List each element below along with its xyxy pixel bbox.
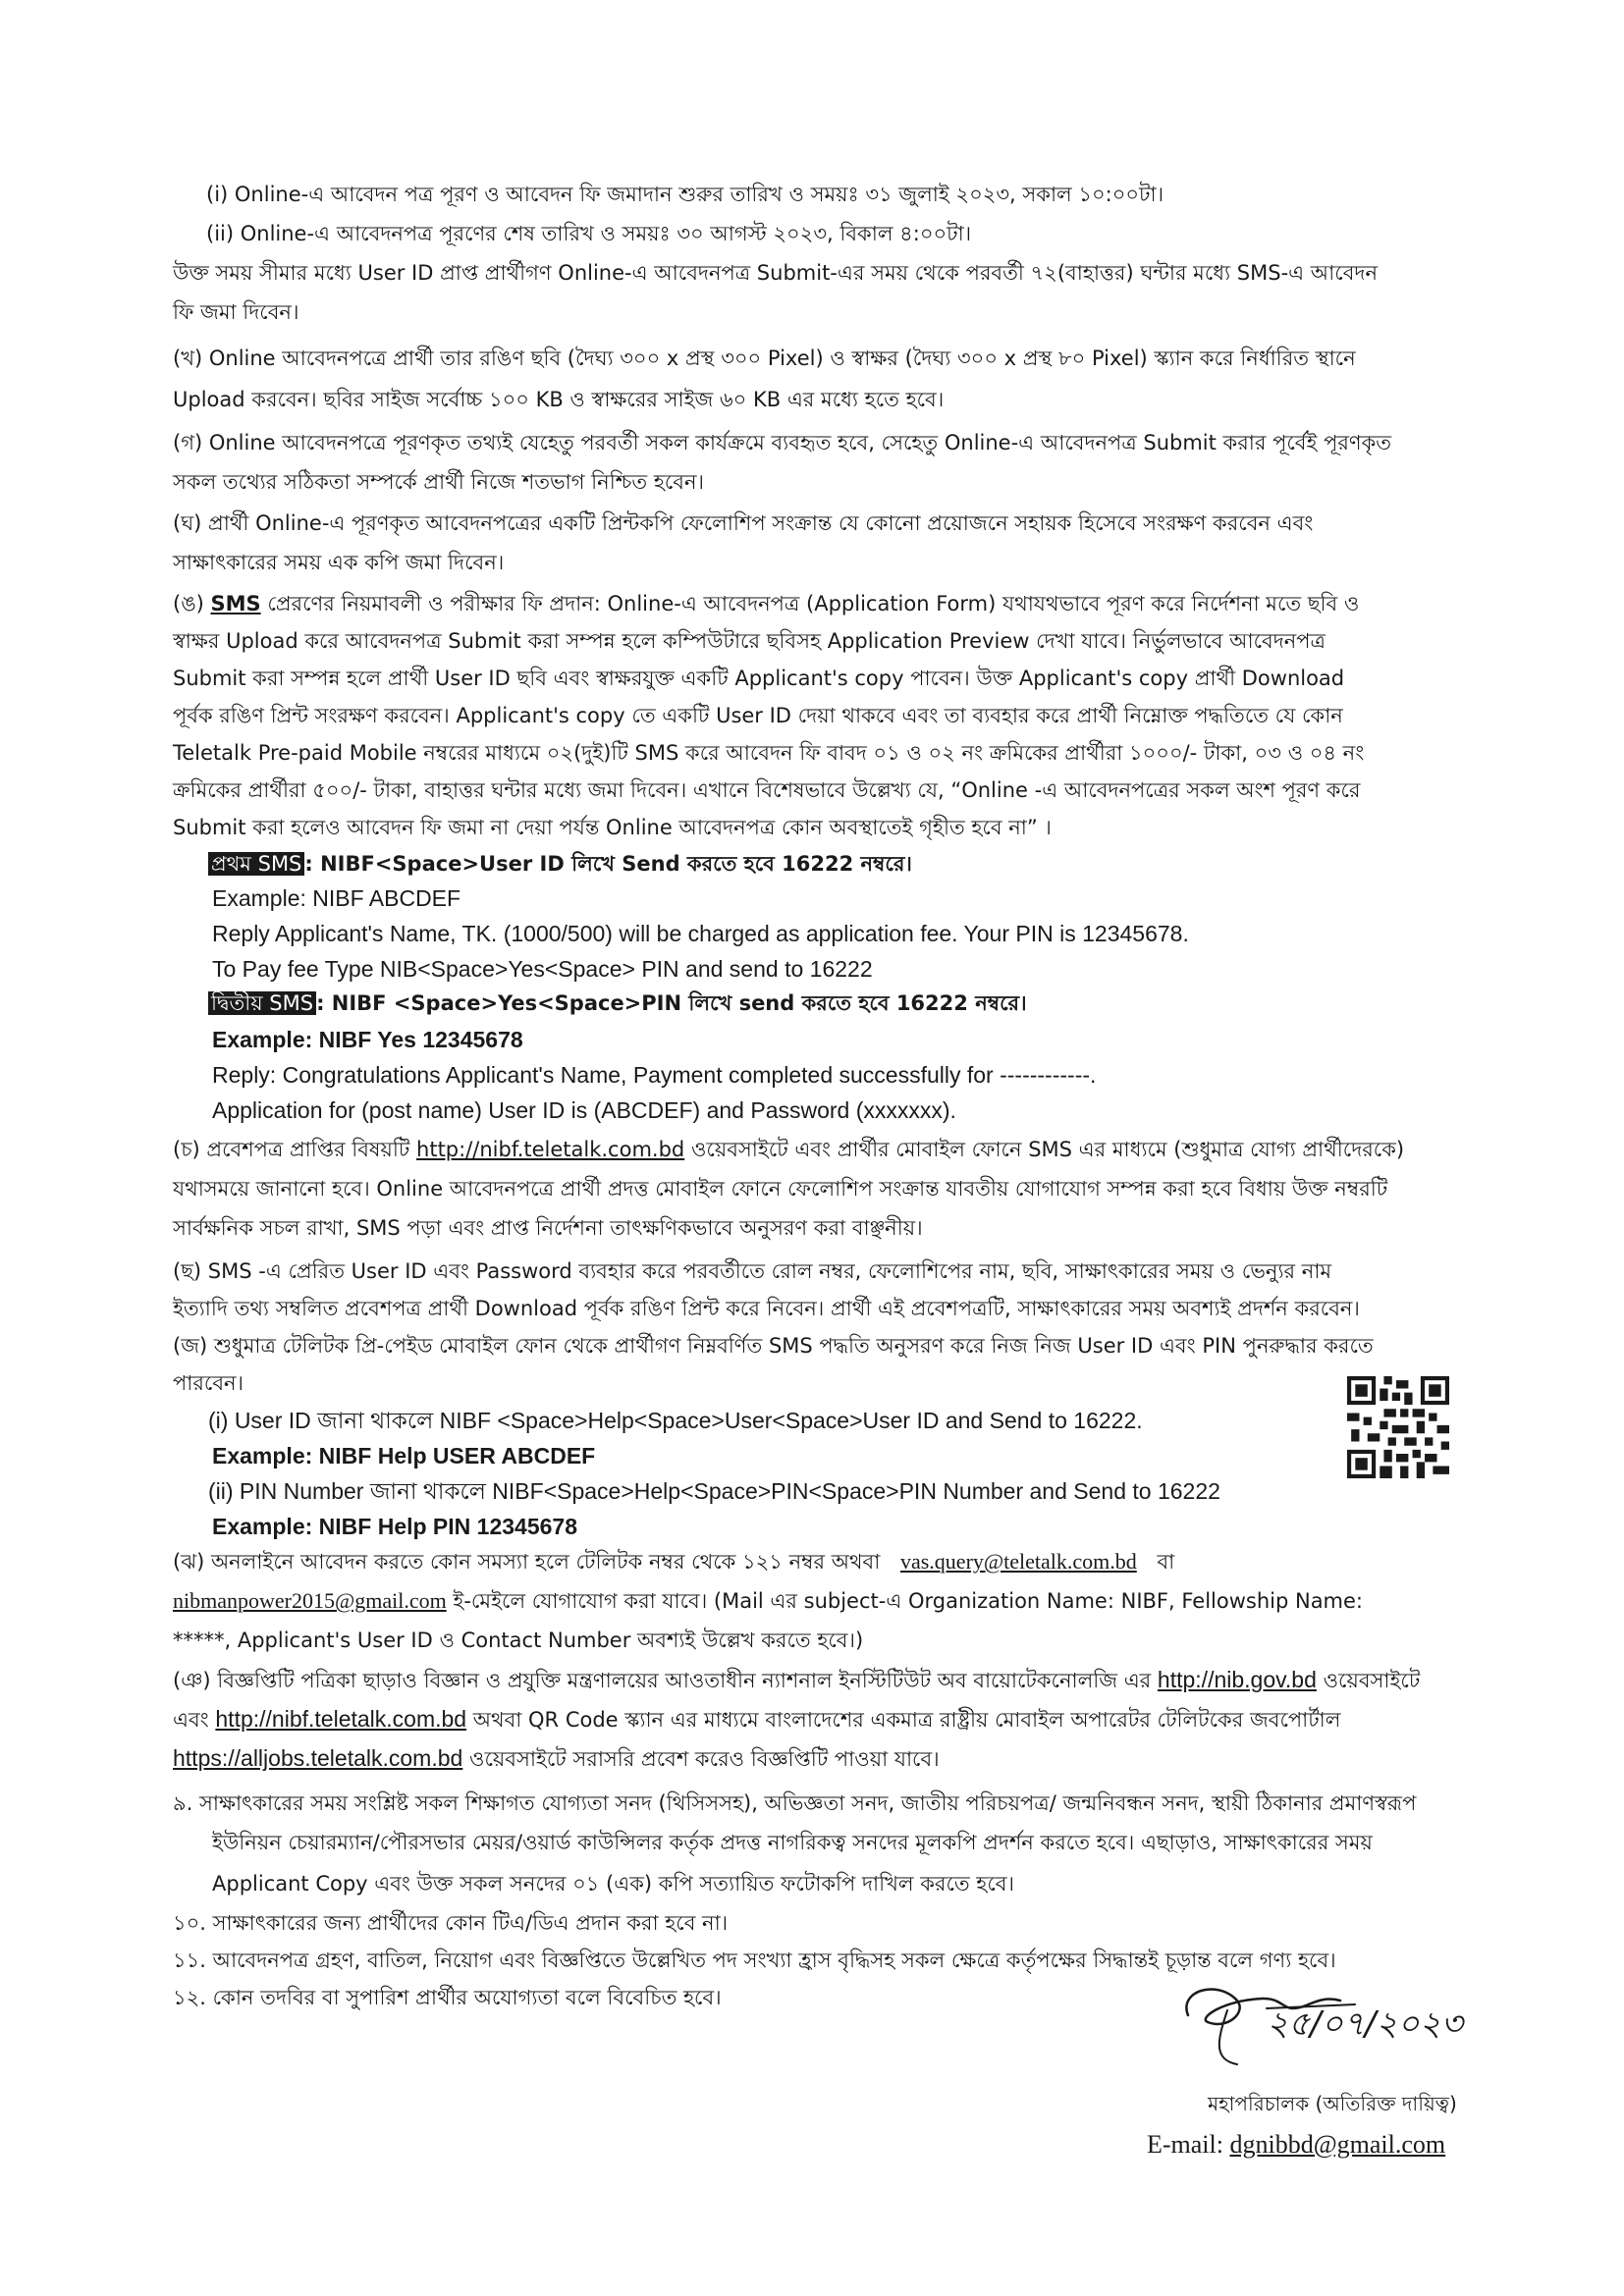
clause-10-line: ১০. সাক্ষাৎকারের জন্য প্রার্থীদের কোন টিএ/ডিএ প্রদান করা হবে না।	[173, 1911, 729, 1935]
second-sms-line	[208, 988, 1027, 1018]
apply-end-line: (ii) Online-এ আবেদনপত্র পূরণের শেষ তারিখ ও সময়ঃ ৩০ আগস্ট ২০২৩, বিকাল ৪:০০টা।	[206, 222, 972, 245]
email-line	[1147, 2130, 1445, 2160]
paragraph-line: (গ) Online আবেদনপত্রে পূরণকৃত তথ্যই যেহেতু পরবর্তী সকল কার্যক্রমে ব্যবহৃত হবে, সেহেতু Online-এ আবেদনপত্র Submit করার পূর্বেই পূরণকৃত	[173, 431, 1392, 454]
paragraph-line: সাক্ষাৎকারের সময় এক কপি জমা দিবেন।	[173, 551, 505, 574]
clause-9-line: Applicant Copy এবং উক্ত সকল সনদের ০১ (এক) কপি সত্যায়িত ফটোকপি দাখিল করতে হবে।	[212, 1872, 1014, 1896]
qr-code-icon[interactable]	[1347, 1376, 1449, 1478]
vas-email-link[interactable]: vas.query@teletalk.com.bd	[899, 1549, 1137, 1574]
first-sms-format: : NIBF<Space>User ID লিখে Send করতে হবে 16222 নম্বরে।	[304, 852, 912, 876]
paragraph-line: (ঘ) প্রার্থী Online-এ পূরণকৃত আবেদনপত্রের একটি প্রিন্টকপি ফেলোশিপ সংক্রান্ত যে কোনো প্রয়োজনে সহায়ক হিসেবে সংরক্ষণ করবেন এবং	[173, 511, 1314, 535]
nib-email-link[interactable]: nibmanpower2015@gmail.com	[173, 1588, 447, 1613]
signature-date: ২৫/০৭/২০২৩	[1267, 2004, 1463, 2044]
sms-rules-text: প্রেরণের নিয়মাবলী ও পরীক্ষার ফি প্রদান: Online-এ আবেদনপত্র (Application Form) যথাযথভাবে পূরণ করে নির্দেশনা মতে ছবি ও	[267, 592, 1360, 615]
apply-start-line: (i) Online-এ আবেদন পত্র পূরণ ও আবেদন ফি জমাদান শুরুর তারিখ ও সময়ঃ ৩১ জুলাই ২০২৩, সকাল ১০:০০টা।	[206, 183, 1164, 206]
paragraph-line: ইত্যাদি তথ্য সম্বলিত প্রবেশপত্র প্রার্থী Download পূর্বক রঙিণ প্রিন্ট করে নিবেন। প্রার্থী এই প্রবেশপত্রটি, সাক্ষাৎকারের সময় অবশ্যই প্রদর্শন করবেন।	[173, 1297, 1360, 1320]
section-marker: (ঙ)	[173, 592, 204, 615]
paragraph-line: ক্রমিকের প্রার্থীরা ৫০০/- টাকা, বাহাত্তর ঘন্টার মধ্যে জমা দিবেন। এখানে বিশেষভাবে উল্লেখ্য যে, “Online -এ আবেদনপত্রের সকল অংশ পূরণ করে	[173, 778, 1361, 802]
paragraph-line: *****, Applicant's User ID ও Contact Number অবশ্যই উল্লেখ করতে হবে।)	[173, 1629, 864, 1652]
nibf-site-link[interactable]: http://nibf.teletalk.com.bd	[215, 1706, 467, 1732]
and-word: এবং	[173, 1708, 209, 1732]
paragraph-line: Submit করা হলেও আবেদন ফি জমা না দেয়া পর্যন্ত Online আবেদনপত্র কোন অবস্থাতেই গৃহীত হবে না” ।	[173, 816, 1052, 839]
example-line: Example: NIBF Help PIN 12345678	[212, 1514, 577, 1539]
pin-recovery-line: (ii) PIN Number জানা থাকলে NIBF<Space>Help<Space>PIN<Space>PIN Number and Send to 16222	[208, 1478, 1220, 1504]
sms-rules-line	[173, 589, 1359, 618]
designation: মহাপরিচালক (অতিরিক্ত দায়িত্ব)	[1208, 2092, 1457, 2115]
paragraph-line: Submit করা সম্পন্ন হলে প্রার্থী User ID ছবি এবং স্বাক্ষরযুক্ত একটি Applicant's copy পাবেন। উক্ত Applicant's copy প্রার্থী Download	[173, 667, 1345, 690]
circular-line	[173, 1665, 1420, 1695]
user-id-recovery-line: (i) User ID জানা থাকলে NIBF <Space>Help<Space>User<Space>User ID and Send to 16222.	[208, 1408, 1143, 1433]
circular-line	[173, 1704, 1340, 1735]
direct-access-text: ওয়েবসাইটে সরাসরি প্রবেশ করেও বিজ্ঞপ্তিটি পাওয়া যাবে।	[469, 1747, 940, 1771]
qr-text: অথবা QR Code স্ক্যান এর মাধ্যমে বাংলাদেশের একমাত্র রাষ্ট্রীয় মোবাইল অপারেটর টেলিটকের জবপোর্টাল	[472, 1708, 1341, 1732]
reply-line: Reply Applicant's Name, TK. (1000/500) will be charged as application fee. Your PIN is 12345678.	[212, 921, 1189, 946]
clause-12-line: ১২. কোন তদবির বা সুপারিশ প্রার্থীর অযোগ্যতা বলে বিবেচিত হবে।	[173, 1986, 722, 2009]
example-line: Example: NIBF Help USER ABCDEF	[212, 1443, 596, 1468]
reply-line: Reply: Congratulations Applicant's Name, Payment completed successfully for ------------.	[212, 1062, 1097, 1088]
example-line: Example: NIBF ABCDEF	[212, 885, 461, 911]
second-sms-format: : NIBF <Space>Yes<Space>PIN লিখে send করতে হবে 16222 নম্বরে।	[316, 991, 1027, 1015]
paragraph-line: স্বাক্ষর Upload করে আবেদনপত্র Submit করা সম্পন্ন হলে কম্পিউটারে ছবিসহ Application Preview দেখা যাবে। নির্ভুলভাবে আবেদনপত্র	[173, 629, 1326, 653]
paragraph-line: Upload করবেন। ছবির সাইজ সর্বোচ্চ ১০০ KB ও স্বাক্ষরের সাইজ ৬০ KB এর মধ্যে হতে হবে।	[173, 388, 945, 411]
first-sms-line	[208, 849, 912, 879]
paragraph-line: (ছ) SMS -এ প্রেরিত User ID এবং Password ব্যবহার করে পরবর্তীতে রোল নম্বর, ফেলোশিপের নাম, ছবি, সাক্ষাৎকারের সময় ও ভেন্যুর নাম	[173, 1259, 1332, 1283]
clause-9-line: ইউনিয়ন চেয়ারম্যান/পৌরসভার মেয়র/ওয়ার্ড কাউন্সিলর কর্তৃক প্রদত্ত নাগরিকত্ব সনদের মূলকপি প্রদর্শন করতে হবে। এছাড়াও, সাক্ষাৎকারের সময়	[212, 1831, 1373, 1854]
application-line: Application for (post name) User ID is (ABCDEF) and Password (xxxxxxx).	[212, 1097, 956, 1123]
circular-text: (ঞ) বিজ্ঞপ্তিটি পত্রিকা ছাড়াও বিজ্ঞান ও প্রযুক্তি মন্ত্রণালয়ের আওতাধীন ন্যাশনাল ইনস্টিটিউট অব বায়োটেকনোলজি এর	[173, 1669, 1152, 1692]
paragraph-line: যথাসময়ে জানানো হবে। Online আবেদনপত্রে প্রার্থী প্রদত্ত মোবাইল ফোনে ফেলোশিপ সংক্রান্ত যাবতীয় যোগাযোগ সম্পন্ন করা হবে বিধায় উক্ত নম্বরটি	[173, 1177, 1388, 1201]
paragraph-line: (জ) শুধুমাত্র টেলিটক প্রি-পেইড মোবাইল ফোন থেকে প্রার্থীগণ নিম্নবর্ণিত SMS পদ্ধতি অনুসরণ করে নিজ নিজ User ID এবং PIN পুনরুদ্ধার করতে	[173, 1334, 1374, 1358]
helpline-line	[173, 1547, 1174, 1576]
paragraph-line: ফি জমা দিবেন।	[173, 300, 299, 324]
admit-text: ওয়েবসাইটে এবং প্রার্থীর মোবাইল ফোনে SMS এর মাধ্যমে (শুধুমাত্র যোগ্য প্রার্থীদেরকে)	[690, 1138, 1405, 1161]
example-line: Example: NIBF Yes 12345678	[212, 1027, 523, 1052]
paragraph-line: পারবেন।	[173, 1371, 244, 1395]
paragraph-line: (খ) Online আবেদনপত্রে প্রার্থী তার রঙিণ ছবি (দৈঘ্য ৩০০ x প্রস্থ ৩০০ Pixel) ও স্বাক্ষর (দৈঘ্য ৩০০ x প্রস্থ ৮০ Pixel) স্ক্যান করে নির্ধারিত স্থানে	[173, 347, 1356, 370]
clause-11-line: ১১. আবেদনপত্র গ্রহণ, বাতিল, নিয়োগ এবং বিজ্ঞপ্তিতে উল্লেখিত পদ সংখ্যা হ্রাস বৃদ্ধিসহ সকল ক্ষেত্রে কর্তৃপক্ষের সিদ্ধান্তই চূড়ান্ত বলে গণ্য হবে।	[173, 1949, 1336, 1972]
first-sms-label: প্রথম SMS	[208, 852, 304, 876]
or-word: বা	[1157, 1550, 1175, 1574]
admit-card-line	[173, 1135, 1404, 1164]
nib-site-link[interactable]: http://nib.gov.bd	[1157, 1667, 1317, 1692]
website-word: ওয়েবসাইটে	[1323, 1669, 1421, 1692]
paragraph-line: উক্ত সময় সীমার মধ্যে User ID প্রাপ্ত প্রার্থীগণ Online-এ আবেদনপত্র Submit-এর সময় থেকে পরবর্তী ৭২(বাহাত্তর) ঘন্টার মধ্যে SMS-এ আবেদন	[173, 261, 1378, 285]
email-contact-text: ই-মেইলে যোগাযোগ করা যাবে। (Mail এর subject-এ Organization Name: NIBF, Fellowship Name:	[453, 1589, 1364, 1613]
paragraph-line: সকল তথ্যের সঠিকতা সম্পর্কে প্রার্থী নিজে শতভাগ নিশ্চিত হবেন।	[173, 470, 705, 494]
sms-word: SMS	[210, 592, 261, 615]
email-label: E-mail:	[1147, 2130, 1223, 2159]
helpline-text: (ঝ) অনলাইনে আবেদন করতে কোন সমস্যা হলে টেলিটক নম্বর থেকে ১২১ নম্বর অথবা	[173, 1550, 881, 1574]
email-contact-line	[173, 1586, 1363, 1616]
paragraph-line: সার্বক্ষনিক সচল রাখা, SMS পড়া এবং প্রাপ্ত নির্দেশনা তাৎক্ষণিকভাবে অনুসরণ করা বাঞ্ছনীয়।	[173, 1216, 923, 1240]
paragraph-line: Teletalk Pre-paid Mobile নম্বরের মাধ্যমে ০২(দুই)টি SMS করে আবেদন ফি বাবদ ০১ ও ০২ নং ক্রমিকের প্রার্থীরা ১০০০/- টাকা, ০৩ ও ০৪ নং	[173, 741, 1365, 765]
nibf-site-link[interactable]: http://nibf.teletalk.com.bd	[416, 1138, 685, 1161]
second-sms-label: দ্বিতীয় SMS	[208, 991, 316, 1015]
paragraph-line: পূর্বক রঙিণ প্রিন্ট সংরক্ষণ করবেন। Applicant's copy তে একটি User ID দেয়া থাকবে এবং তা ব্যবহার করে প্রার্থী নিম্নোক্ত পদ্ধতিতে যে কোন	[173, 704, 1343, 727]
dg-email-link[interactable]: dgnibbd@gmail.com	[1229, 2130, 1446, 2159]
alljobs-site-link[interactable]: https://alljobs.teletalk.com.bd	[173, 1745, 463, 1771]
admit-prefix: (চ) প্রবেশপত্র প্রাপ্তির বিষয়টি	[173, 1138, 410, 1161]
clause-9-line: ৯. সাক্ষাৎকারের সময় সংশ্লিষ্ট সকল শিক্ষাগত যোগ্যতা সনদ (থিসিসসহ), অভিজ্ঞতা সনদ, জাতীয় পরিচয়পত্র/ জন্মনিবন্ধন সনদ, স্থায়ী ঠিকানার প্রমাণস্বরূপ	[173, 1791, 1417, 1815]
circular-line	[173, 1743, 940, 1774]
pay-instruction-line: To Pay fee Type NIB<Space>Yes<Space> PIN and send to 16222	[212, 956, 873, 982]
